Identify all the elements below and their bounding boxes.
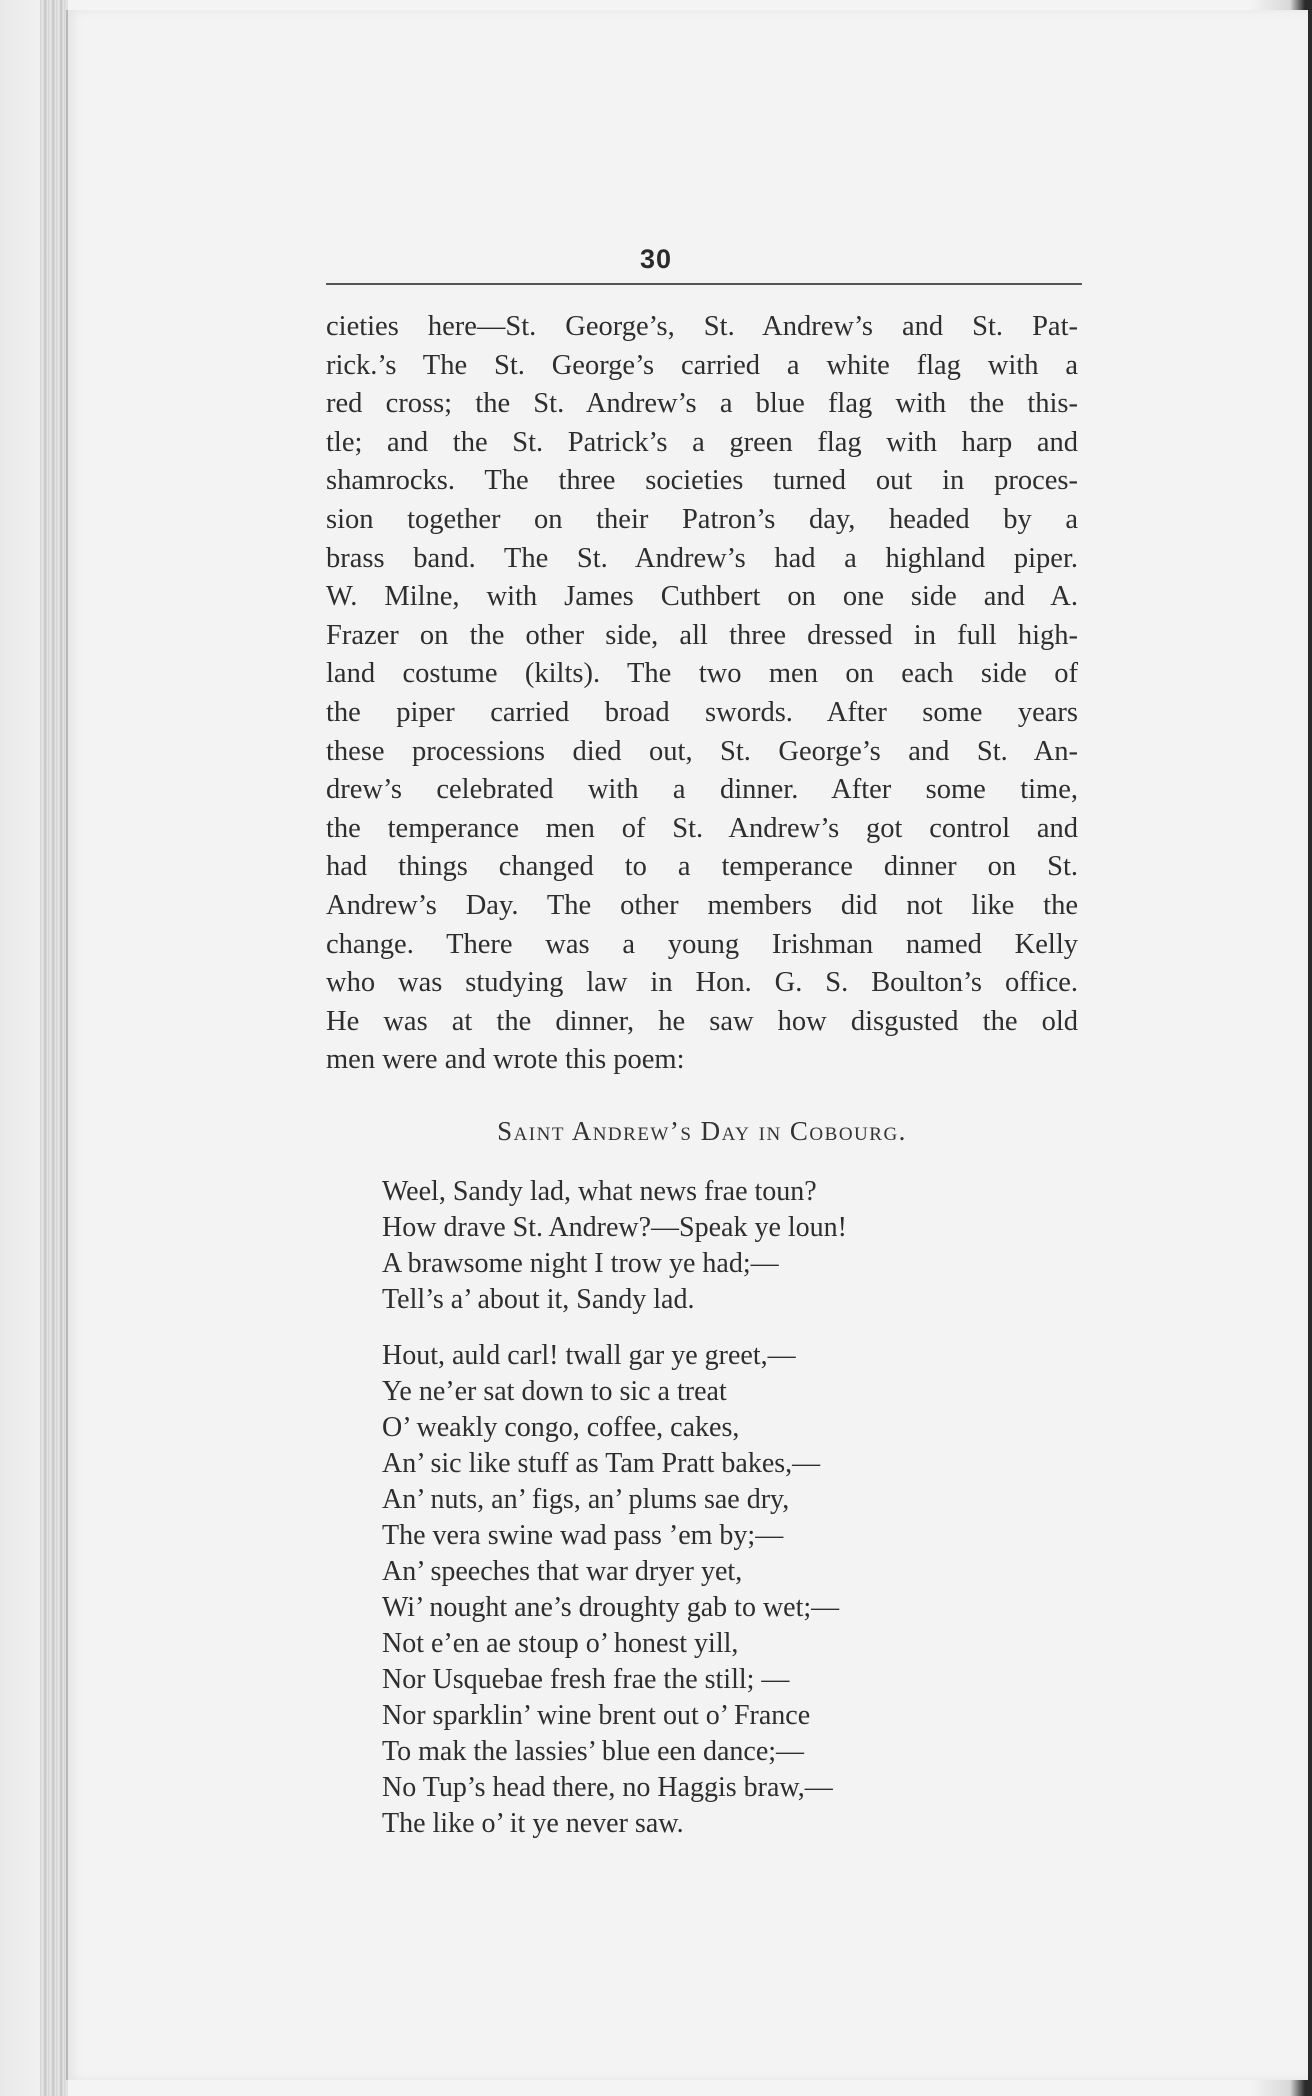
text-line: W. Milne, with James Cuthbert on one side and A.: [326, 581, 1078, 613]
poem-line: An’ speeches that war dryer yet,: [382, 1556, 743, 1587]
poem-stanza-2: [382, 1338, 839, 1842]
text-line: Andrew’s Day. The other members did not like the: [326, 889, 1078, 921]
text-line: rick.’s The St. George’s carried a white flag with a: [326, 349, 1078, 381]
poem-line: O’ weakly congo, coffee, cakes,: [382, 1412, 740, 1443]
poem-line: Nor Usquebae fresh frae the still; —: [382, 1664, 790, 1695]
poem-line: The vera swine wad pass ’em by;—: [382, 1520, 784, 1551]
text-line: the piper carried broad swords. After some years: [326, 696, 1078, 728]
poem-line: Ye ne’er sat down to sic a treat: [382, 1376, 727, 1407]
text-line: sion together on their Patron’s day, headed by a: [326, 503, 1078, 535]
text-line: change. There was a young Irishman named Kelly: [326, 928, 1078, 960]
poem-stanza-1: [382, 1174, 847, 1318]
poem-line: No Tup’s head there, no Haggis braw,—: [382, 1772, 833, 1803]
text-line: shamrocks. The three societies turned out in proces-: [326, 465, 1078, 497]
book-page-edges: [40, 0, 68, 2096]
header-rule: [326, 283, 1082, 285]
text-line: these processions died out, St. George’s and St. An-: [326, 735, 1078, 767]
body-text: [326, 308, 1078, 1080]
text-line: land costume (kilts). The two men on each side of: [326, 658, 1078, 690]
text-line: had things changed to a temperance dinner on St.: [326, 851, 1078, 883]
poem-line: Wi’ nought ane’s droughty gab to wet;—: [382, 1592, 840, 1623]
text-line: Frazer on the other side, all three dressed in full high-: [326, 619, 1078, 651]
text-line: men were and wrote this poem:: [326, 1044, 685, 1076]
poem-line: To mak the lassies’ blue een dance;—: [382, 1736, 805, 1767]
text-line: the temperance men of St. Andrew’s got control and: [326, 812, 1078, 844]
poem-line: Weel, Sandy lad, what news frae toun?: [382, 1176, 817, 1207]
text-line: cieties here—St. George’s, St. Andrew’s and St. Pat-: [326, 311, 1078, 342]
poem-line: An’ nuts, an’ figs, an’ plums sae dry,: [382, 1484, 790, 1515]
poem-line: The like o’ it ye never saw.: [382, 1808, 684, 1839]
text-line: who was studying law in Hon. G. S. Boulton’s office.: [326, 967, 1078, 999]
text-line: red cross; the St. Andrew’s a blue flag with the this-: [326, 388, 1078, 420]
poem-line: Not e’en ae stoup o’ honest yill,: [382, 1628, 739, 1659]
poem-line: Tell’s a’ about it, Sandy lad.: [382, 1284, 695, 1315]
text-line: drew’s celebrated with a dinner. After some time,: [326, 774, 1078, 806]
text-line: brass band. The St. Andrew’s had a highland piper.: [326, 542, 1078, 574]
poem-line: How drave St. Andrew?—Speak ye loun!: [382, 1212, 848, 1243]
text-line: tle; and the St. Patrick’s a green flag with harp and: [326, 426, 1078, 458]
text-line: He was at the dinner, he saw how disgusted the old: [326, 1005, 1078, 1037]
poem-line: Hout, auld carl! twall gar ye greet,—: [382, 1340, 796, 1371]
page-number: 30: [639, 244, 673, 274]
poem-title: Saint Andrew’s Day in Cobourg.: [497, 1116, 907, 1146]
poem-line: Nor sparklin’ wine brent out o’ France: [382, 1700, 811, 1731]
poem-line: A brawsome night I trow ye had;—: [382, 1248, 779, 1279]
poem-line: An’ sic like stuff as Tam Pratt bakes,—: [382, 1448, 821, 1479]
